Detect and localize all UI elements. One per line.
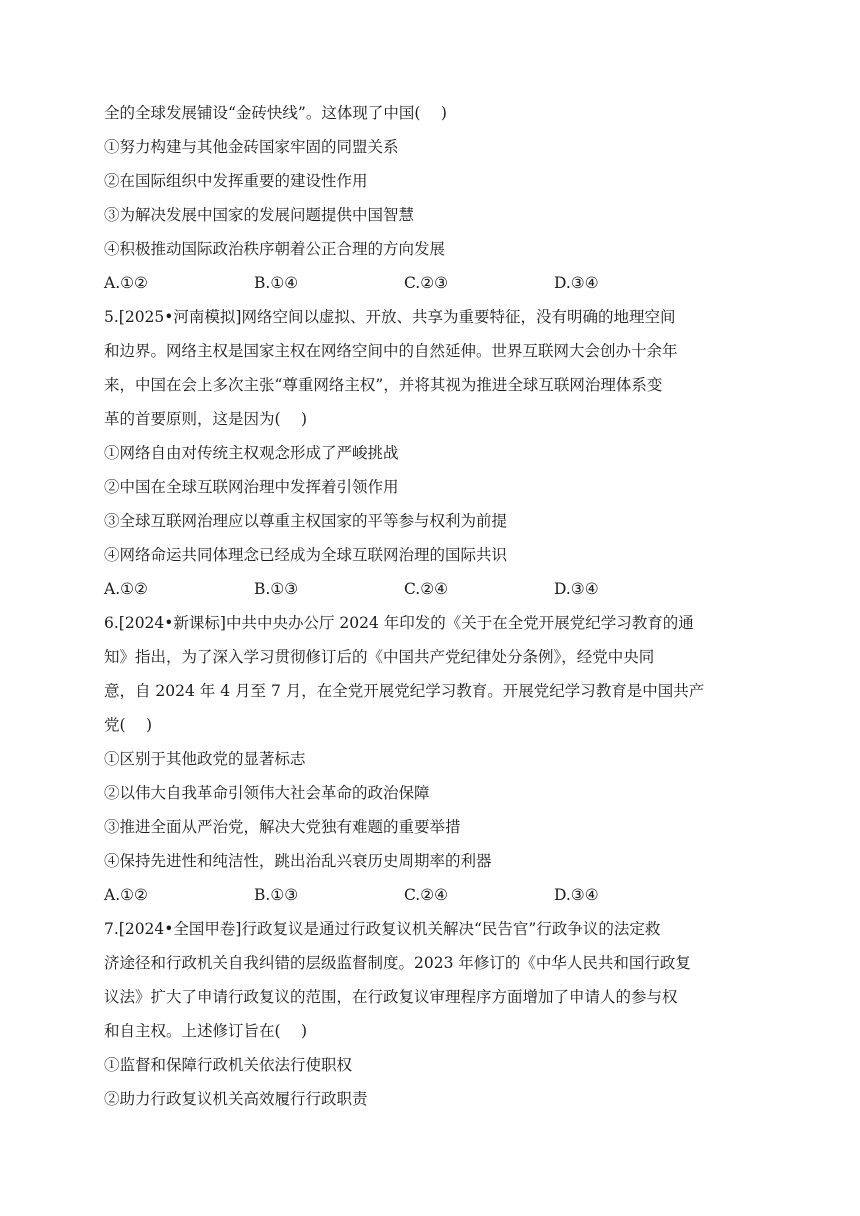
question-4-statement-3: ③为解决发展中国家的发展问题提供中国智慧: [104, 206, 415, 224]
question-5-statement-2: ②中国在全球互联网治理中发挥着引领作用: [104, 478, 399, 496]
question-4-option-d: D.③④: [554, 274, 599, 292]
question-7-stem-line-2: 济途径和行政机关自我纠错的层级监督制度。2023 年修订的《中华人民共和国行政复: [104, 954, 691, 972]
question-5-options: [104, 572, 764, 606]
question-6-option-b: B.①③: [254, 886, 299, 904]
question-4-option-c: C.②③: [404, 274, 449, 292]
question-4-options: [104, 266, 764, 300]
question-6-stem-line-3: 意，自 2024 年 4 月至 7 月，在全党开展党纪学习教育。开展党纪学习教育是中国共产: [104, 682, 705, 700]
question-5-statement-3: ③全球互联网治理应以尊重主权国家的平等参与权利为前提: [104, 512, 508, 530]
question-6-statement-1: ①区别于其他政党的显著标志: [104, 750, 306, 768]
question-4-option-b: B.①④: [254, 274, 299, 292]
question-6-statement-2: ②以伟大自我革命引领伟大社会革命的政治保障: [104, 784, 430, 802]
question-6-option-c: C.②④: [404, 886, 449, 904]
question-6-statement-4: ④保持先进性和纯洁性，跳出治乱兴衰历史周期率的利器: [104, 852, 492, 870]
question-4-option-a: A.①②: [104, 274, 148, 292]
question-6-statement-3: ③推进全面从严治党，解决大党独有难题的重要举措: [104, 818, 461, 836]
question-5-statement-4: ④网络命运共同体理念已经成为全球互联网治理的国际共识: [104, 546, 508, 564]
question-6-option-a: A.①②: [104, 886, 148, 904]
question-4-statement-2: ②在国际组织中发挥重要的建设性作用: [104, 172, 368, 190]
exam-page: [104, 96, 764, 1116]
question-5-stem-line-1: 5.[2025•河南模拟]网络空间以虚拟、开放、共享为重要特征，没有明确的地理空间: [104, 308, 676, 326]
question-5-option-c: C.②④: [404, 580, 449, 598]
question-5-option-a: A.①②: [104, 580, 148, 598]
question-6-options: [104, 878, 764, 912]
question-6-stem-line-4: 党( ): [104, 716, 153, 734]
question-5-stem-line-3: 来，中国在会上多次主张“尊重网络主权”，并将其视为推进全球互联网治理体系变: [104, 376, 663, 394]
question-7-statement-1: ①监督和保障行政机关依法行使职权: [104, 1056, 353, 1074]
question-4-statement-4: ④积极推动国际政治秩序朝着公正合理的方向发展: [104, 240, 446, 258]
question-4-statement-1: ①努力构建与其他金砖国家牢固的同盟关系: [104, 138, 399, 156]
question-5-option-d: D.③④: [554, 580, 599, 598]
question-5-option-b: B.①③: [254, 580, 299, 598]
question-4-stem-tail: 全的全球发展铺设“金砖快线”。这体现了中国( ): [104, 104, 447, 122]
question-6-stem-line-1: 6.[2024•新课标]中共中央办公厅 2024 年印发的《关于在全党开展党纪学习教育的通: [104, 614, 694, 632]
question-7-stem-line-3: 议法》扩大了申请行政复议的范围，在行政复议审理程序方面增加了申请人的参与权: [104, 988, 678, 1006]
question-7-statement-2: ②助力行政复议机关高效履行行政职责: [104, 1090, 368, 1108]
question-6-stem-line-2: 知》指出，为了深入学习贯彻修订后的《中国共产党纪律处分条例》，经党中央同: [104, 648, 655, 666]
question-5-stem-line-4: 革的首要原则，这是因为( ): [104, 410, 308, 428]
question-7-stem-line-1: 7.[2024•全国甲卷]行政复议是通过行政复议机关解决“民告官”行政争议的法定救: [104, 920, 661, 938]
question-6-option-d: D.③④: [554, 886, 599, 904]
question-7-stem-line-4: 和自主权。上述修订旨在( ): [104, 1022, 308, 1040]
question-5-statement-1: ①网络自由对传统主权观念形成了严峻挑战: [104, 444, 399, 462]
question-5-stem-line-2: 和边界。网络主权是国家主权在网络空间中的自然延伸。世界互联网大会创办十余年: [104, 342, 678, 360]
